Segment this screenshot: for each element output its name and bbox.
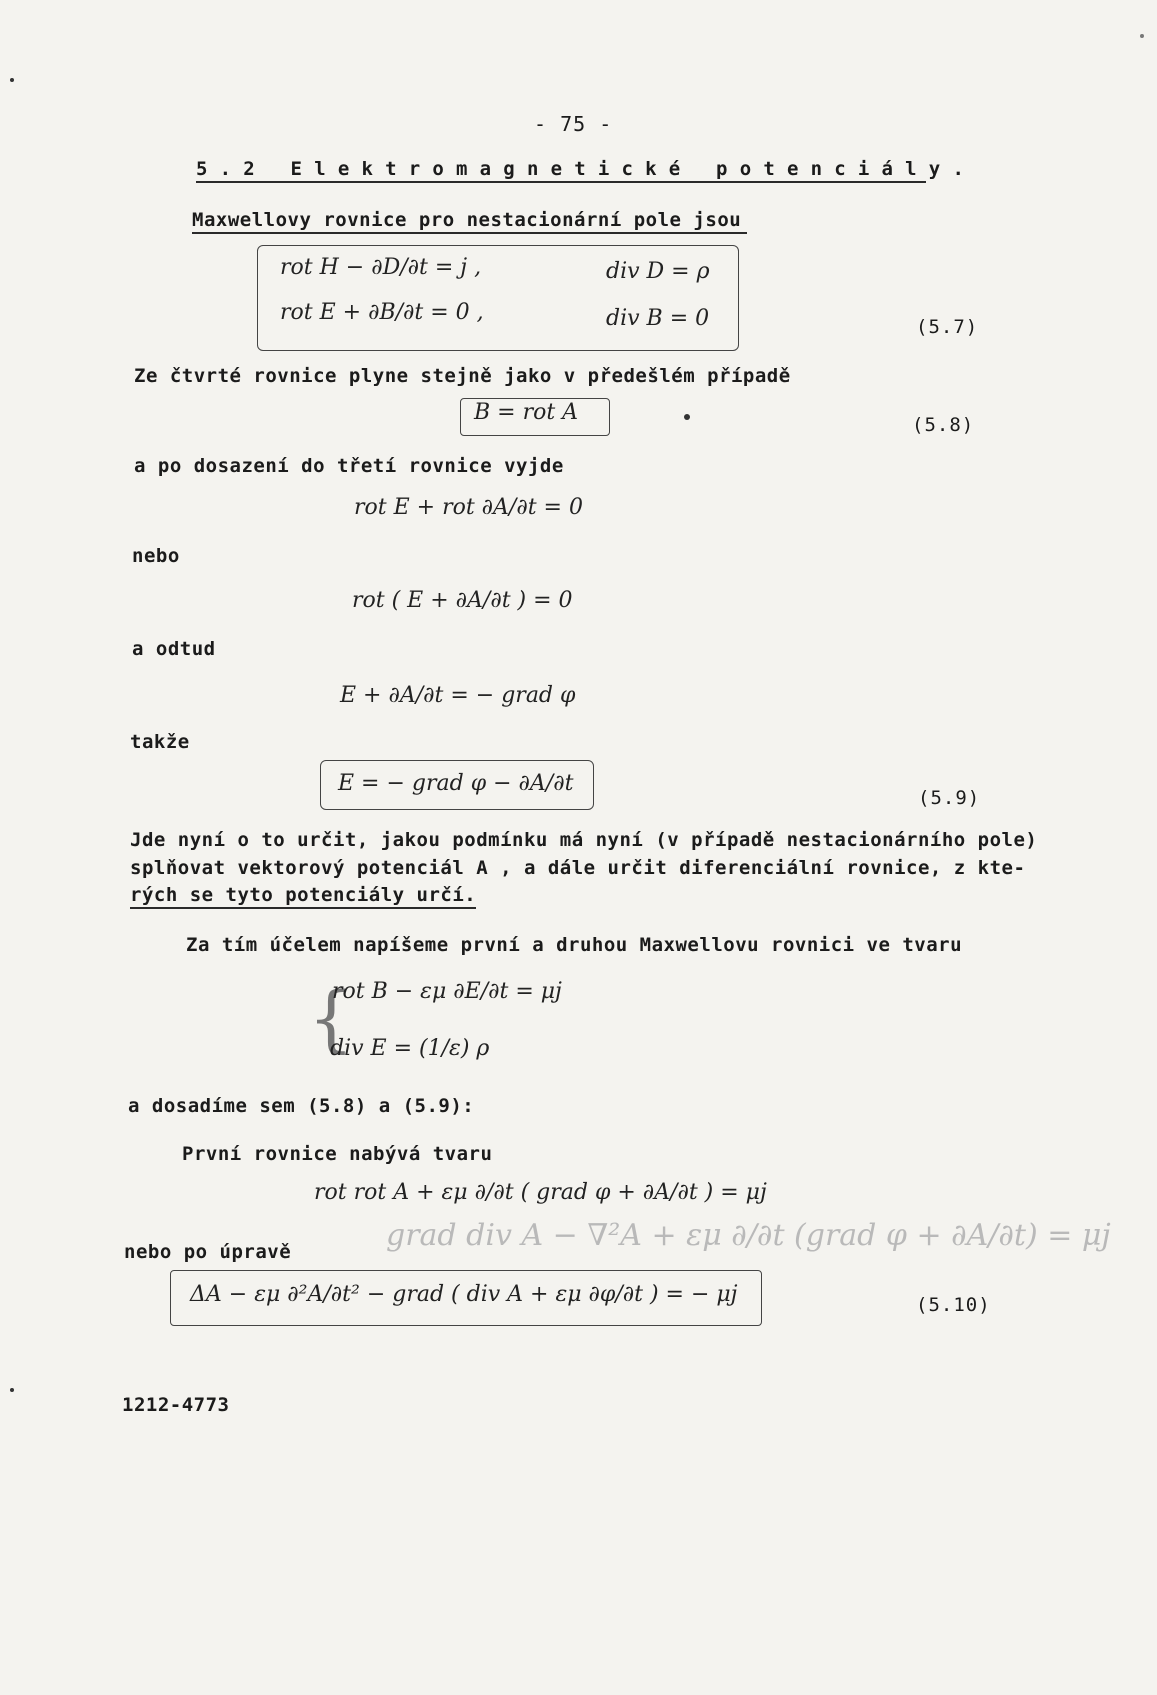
equation-e-potential: E = − grad φ − ∂A/∂t [338,771,574,796]
equation-grad-phi: E + ∂A/∂t = − grad φ [340,683,576,708]
paragraph-fourth-equation: Ze čtvrté rovnice plyne stejně jako v předešlém případě [134,365,791,387]
equation-rot-b: rot B − εμ ∂E/∂t = μj [332,979,562,1004]
paragraph-maxwell-intro: Maxwellovy rovnice pro nestacionární pole jsou [192,209,747,234]
scan-speck [10,1388,14,1392]
equation-rot-e: rot E + ∂B/∂t = 0 , [280,300,484,325]
scan-speck [10,78,14,82]
section-title: 5.2 Elektromagnetické potenciály. [196,158,926,183]
word-nebo: nebo [132,545,180,567]
ink-dot [684,414,690,420]
paragraph-first-equation: První rovnice nabývá tvaru [182,1143,493,1165]
page-number: - 75 - [534,112,613,136]
paragraph-condition-line-2: splňovat vektorový potenciál A , a dále určit diferenciální rovnice, z kte- [130,857,1026,879]
equation-div-b: div B = 0 [606,306,710,331]
equation-rot-sum: rot ( E + ∂A/∂t ) = 0 [352,588,573,613]
equation-number-5-8: (5.8) [912,414,975,436]
word-takze: takže [130,731,190,753]
paragraph-purpose: Za tím účelem napíšeme první a druhou Maxwellovu rovnici ve tvaru [186,934,963,956]
pencil-annotation: grad div A − ∇²A + εμ ∂/∂t (grad φ + ∂A/∂t) = μj [386,1218,1111,1253]
paragraph-condition-line-3: rých se tyto potenciály určí. [130,884,476,909]
scan-speck [1140,34,1144,38]
paragraph-condition-line-1: Jde nyní o to určit, jakou podmínku má nyní (v případě nestacionárního pole) [130,829,1038,851]
equation-number-5-9: (5.9) [918,787,981,809]
equation-wave-a: ΔA − εμ ∂²A/∂t² − grad ( div A + εμ ∂φ/∂t ) = − μj [190,1282,738,1307]
word-a-odtud: a odtud [132,638,216,660]
equation-number-5-7: (5.7) [916,316,979,338]
equation-div-e: div E = (1/ε) ρ [330,1036,490,1061]
equation-div-d: div D = ρ [606,259,710,284]
paragraph-substitution: a po dosazení do třetí rovnice vyjde [134,455,564,477]
equation-rot-e-rot-a: rot E + rot ∂A/∂t = 0 [354,495,583,520]
equation-rot-rot-a: rot rot A + εμ ∂/∂t ( grad φ + ∂A/∂t ) = μj [314,1180,767,1205]
equation-b-rot-a: B = rot A [474,400,579,425]
footer-code: 1212-4773 [122,1394,230,1416]
equation-rot-h: rot H − ∂D/∂t = j , [280,255,482,280]
equation-number-5-10: (5.10) [916,1294,991,1316]
brace-left: { [308,976,354,1060]
paragraph-substitute-into: a dosadíme sem (5.8) a (5.9): [128,1095,475,1117]
paragraph-after-rearrangement: nebo po úpravě [124,1241,292,1263]
